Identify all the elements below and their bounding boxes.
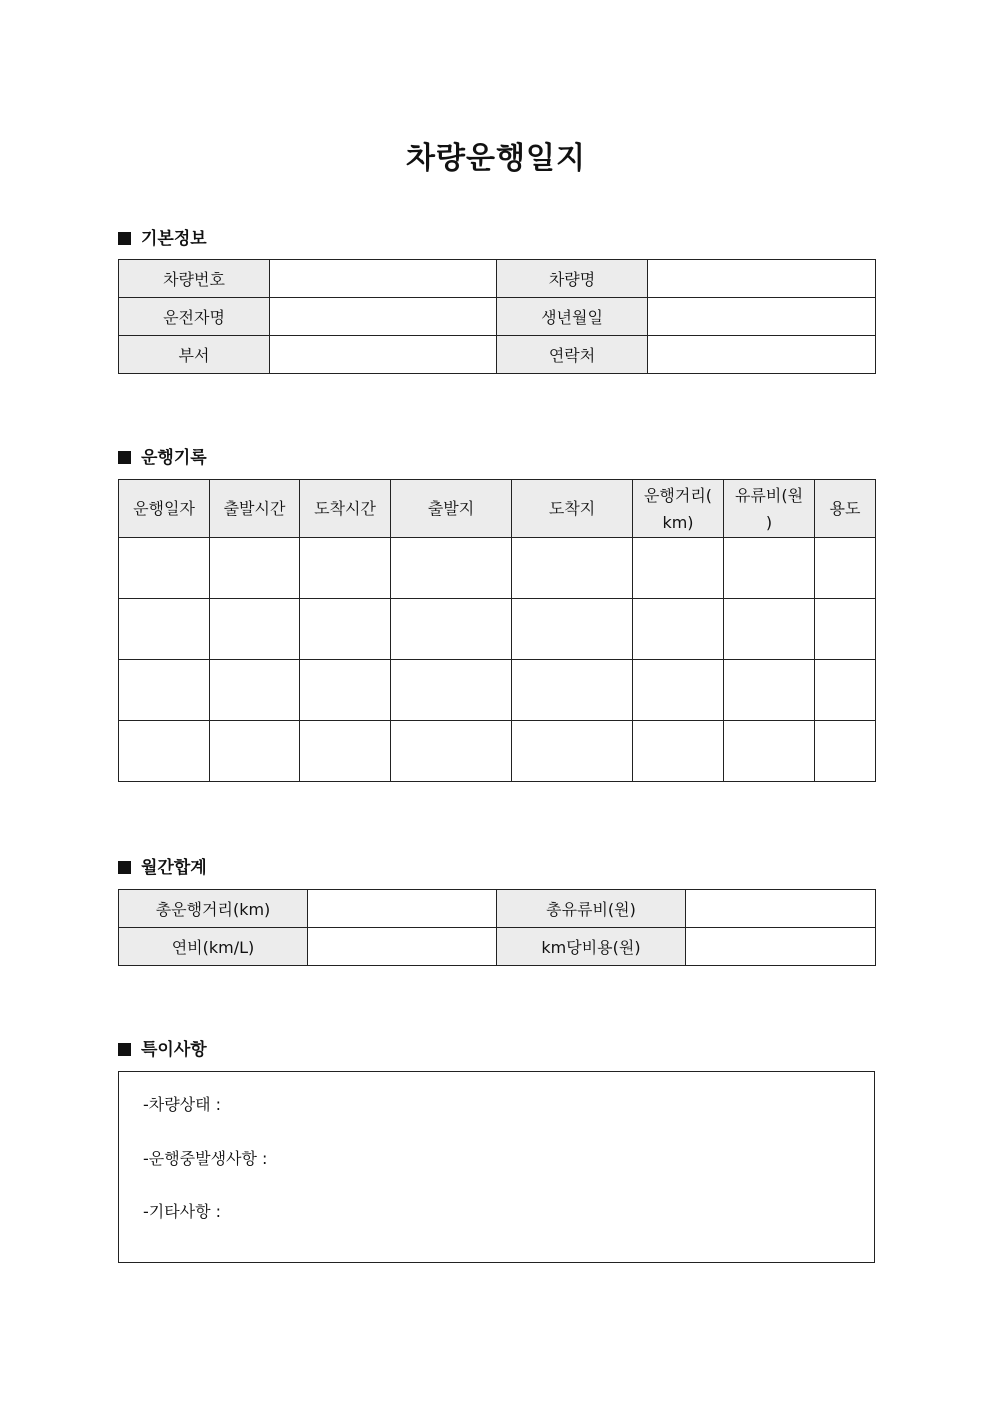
contact-field[interactable] xyxy=(648,336,876,374)
cost-per-km-field[interactable] xyxy=(686,928,876,966)
header-date: 운행일자 xyxy=(119,480,210,538)
header-purpose: 용도 xyxy=(815,480,876,538)
vehicle-number-field[interactable] xyxy=(270,260,497,298)
table-cell[interactable] xyxy=(391,660,512,721)
section-heading-basic-info xyxy=(118,224,207,249)
notes-box[interactable] xyxy=(118,1071,875,1263)
table-cell[interactable] xyxy=(300,599,391,660)
table-cell[interactable] xyxy=(815,599,876,660)
vehicle-name-field[interactable] xyxy=(648,260,876,298)
section-title: 월간합계 xyxy=(141,858,207,878)
cost-per-km-label: km당비용(원) xyxy=(497,928,686,966)
table-row xyxy=(119,260,876,298)
table-cell[interactable] xyxy=(633,599,724,660)
table-row xyxy=(119,660,876,721)
table-cell[interactable] xyxy=(210,721,300,782)
table-cell[interactable] xyxy=(724,599,815,660)
department-field[interactable] xyxy=(270,336,497,374)
table-cell[interactable] xyxy=(391,599,512,660)
table-cell[interactable] xyxy=(724,660,815,721)
header-arrival-time: 도착시간 xyxy=(300,480,391,538)
square-bullet-icon xyxy=(118,232,131,245)
driver-name-label: 운전자명 xyxy=(119,298,270,336)
total-fuel-cost-field[interactable] xyxy=(686,890,876,928)
table-cell[interactable] xyxy=(210,660,300,721)
table-cell[interactable] xyxy=(300,660,391,721)
driver-name-field[interactable] xyxy=(270,298,497,336)
table-row xyxy=(119,928,876,966)
table-cell[interactable] xyxy=(119,660,210,721)
fuel-efficiency-label: 연비(km/L) xyxy=(119,928,308,966)
contact-label: 연락처 xyxy=(497,336,648,374)
header-origin: 출발지 xyxy=(391,480,512,538)
birth-date-field[interactable] xyxy=(648,298,876,336)
table-cell[interactable] xyxy=(300,721,391,782)
table-cell[interactable] xyxy=(210,599,300,660)
table-cell[interactable] xyxy=(119,721,210,782)
section-heading-log xyxy=(118,443,207,468)
table-cell[interactable] xyxy=(815,721,876,782)
table-cell[interactable] xyxy=(119,538,210,599)
header-departure-time: 출발시간 xyxy=(210,480,300,538)
total-distance-field[interactable] xyxy=(308,890,497,928)
monthly-totals-table xyxy=(118,889,876,966)
table-cell[interactable] xyxy=(633,660,724,721)
table-cell[interactable] xyxy=(815,538,876,599)
header-line: km) xyxy=(662,512,694,532)
header-destination: 도착지 xyxy=(512,480,633,538)
table-row xyxy=(119,721,876,782)
header-distance xyxy=(633,480,724,538)
table-cell[interactable] xyxy=(512,721,633,782)
total-distance-label: 총운행거리(km) xyxy=(119,890,308,928)
total-fuel-cost-label: 총유류비(원) xyxy=(497,890,686,928)
table-row xyxy=(119,599,876,660)
square-bullet-icon xyxy=(118,1043,131,1056)
section-title: 운행기록 xyxy=(141,448,207,468)
vehicle-number-label: 차량번호 xyxy=(119,260,270,298)
table-cell[interactable] xyxy=(724,721,815,782)
table-cell[interactable] xyxy=(300,538,391,599)
header-line: ) xyxy=(765,512,773,532)
table-cell[interactable] xyxy=(512,599,633,660)
square-bullet-icon xyxy=(118,861,131,874)
driving-incidents-note: -운행중발생사항 : xyxy=(143,1149,268,1168)
vehicle-name-label: 차량명 xyxy=(497,260,648,298)
section-title: 특이사항 xyxy=(141,1040,207,1060)
vehicle-status-note: -차량상태 : xyxy=(143,1095,222,1114)
table-row xyxy=(119,336,876,374)
table-cell[interactable] xyxy=(633,538,724,599)
table-row xyxy=(119,298,876,336)
table-cell[interactable] xyxy=(512,660,633,721)
department-label: 부서 xyxy=(119,336,270,374)
birth-date-label: 생년월일 xyxy=(497,298,648,336)
table-cell[interactable] xyxy=(815,660,876,721)
header-line: 유류비(원 xyxy=(734,485,804,505)
table-cell[interactable] xyxy=(391,538,512,599)
driving-log-table xyxy=(118,479,876,782)
table-cell[interactable] xyxy=(512,538,633,599)
table-header-row xyxy=(119,480,876,538)
table-cell[interactable] xyxy=(633,721,724,782)
table-cell[interactable] xyxy=(724,538,815,599)
page-title: 차량운행일지 xyxy=(406,141,586,176)
table-cell[interactable] xyxy=(210,538,300,599)
table-row xyxy=(119,890,876,928)
fuel-efficiency-field[interactable] xyxy=(308,928,497,966)
table-cell[interactable] xyxy=(391,721,512,782)
table-cell[interactable] xyxy=(119,599,210,660)
table-row xyxy=(119,538,876,599)
header-fuel-cost xyxy=(724,480,815,538)
section-title: 기본정보 xyxy=(141,229,207,249)
section-heading-notes xyxy=(118,1035,207,1060)
section-heading-monthly xyxy=(118,853,207,878)
basic-info-table xyxy=(118,259,876,374)
other-note: -기타사항 : xyxy=(143,1202,222,1221)
square-bullet-icon xyxy=(118,451,131,464)
header-line: 운행거리( xyxy=(643,485,713,505)
